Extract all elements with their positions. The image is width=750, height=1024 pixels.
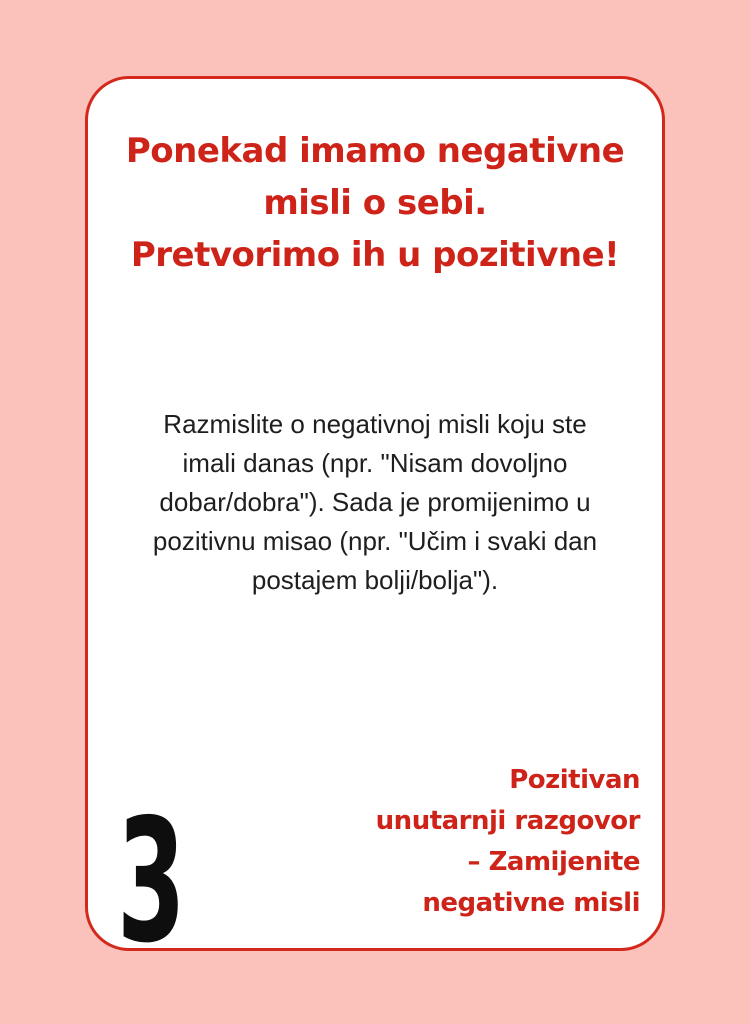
card-body-line-3: dobar/dobra"). Sada je promijenimo u xyxy=(159,487,591,517)
card-footer-line-2: unutarnji razgovor xyxy=(375,806,640,836)
card-footer-line-4: negativne misli xyxy=(422,888,640,918)
flashcard xyxy=(85,76,665,981)
card-body-text xyxy=(118,405,632,600)
card-footer-line-1: Pozitivan xyxy=(509,765,640,795)
card-title-line-2: misli o sebi. xyxy=(263,183,487,223)
card-body-line-5: postajem bolji/bolja"). xyxy=(251,565,499,595)
card-body-line-2: imali danas (npr. "Nisam dovoljno xyxy=(182,448,568,478)
card-footer-line-3: – Zamijenite xyxy=(467,847,640,877)
card-title xyxy=(88,125,662,281)
card-title-line-3: Pretvorimo ih u pozitivne! xyxy=(130,235,620,275)
card-body-line-1: Razmislite o negativnoj misli koju ste xyxy=(163,409,587,439)
card-body-line-4: pozitivnu misao (npr. "Učim i svaki dan xyxy=(152,526,598,556)
card-number: 3 xyxy=(117,783,186,981)
card-title-line-1: Ponekad imamo negativne xyxy=(125,131,625,171)
card-footer-title xyxy=(376,760,640,924)
